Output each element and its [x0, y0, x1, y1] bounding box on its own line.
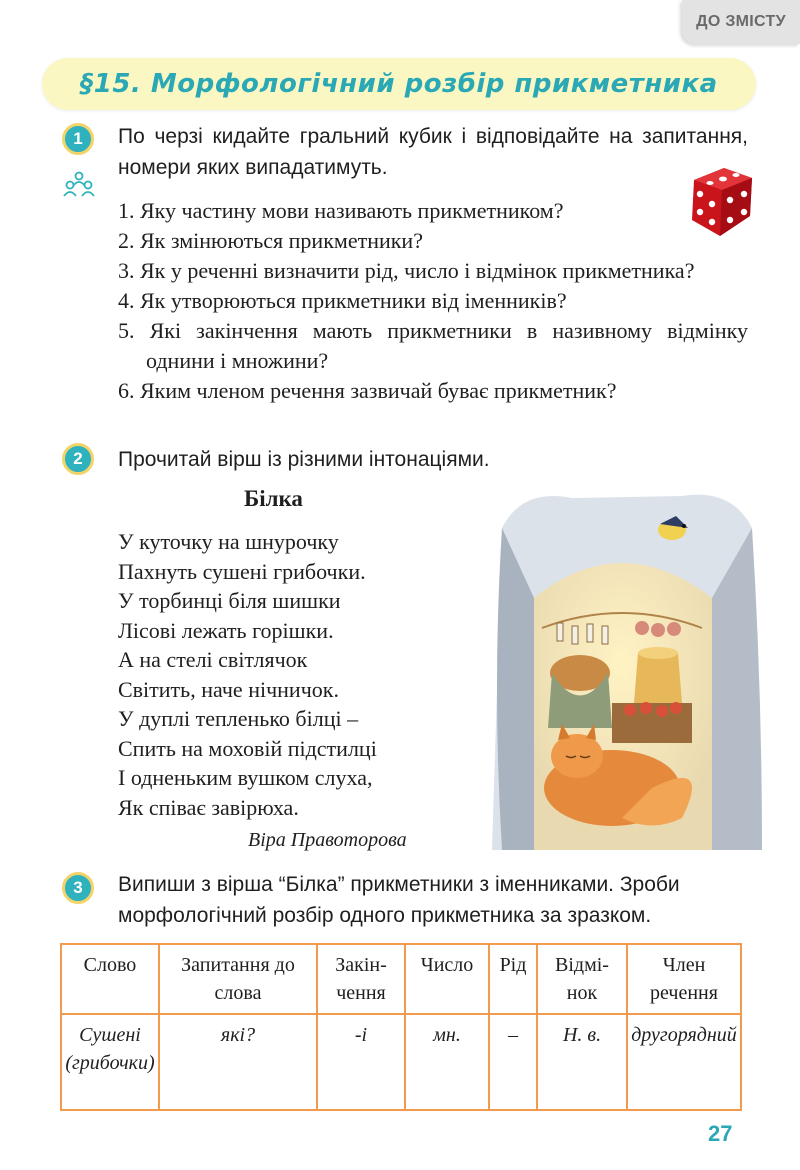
- poem-line: Як співає завірюха.: [118, 794, 299, 820]
- table-header-cell: Член речення: [627, 944, 741, 1014]
- task-2-text: Прочитай вірш із різними інтонаціями.: [118, 448, 490, 471]
- poem-line: І одненьким вушком слуха,: [118, 765, 373, 790]
- page-number: 27: [708, 1121, 733, 1146]
- task-1-badge: 1: [62, 123, 94, 155]
- table-header-cell: Закін-чення: [317, 944, 405, 1014]
- task-3-text: Випиши з вірша “Білка” прикметники з іменниками. Зроби морфологічний розбір одного прикметника за зразком.: [118, 873, 680, 927]
- table-header-row: [61, 944, 741, 1014]
- table-header-cell: Слово: [61, 944, 159, 1014]
- title-banner: [42, 58, 756, 110]
- question-item: 1. Яку частину мови називають прикметником?: [118, 198, 564, 223]
- poem-line: Лісові лежать горішки.: [118, 617, 334, 643]
- table-cell: другорядний: [627, 1014, 741, 1110]
- task-3-badge: 3: [62, 872, 94, 904]
- poem-author: Віра Правоторова: [248, 829, 407, 851]
- question-item: 2. Як змінюються прикметники?: [118, 228, 423, 253]
- poem: [118, 527, 377, 822]
- poem-line: У торбинці біля шишки: [118, 588, 341, 613]
- question-item: 4. Як утворюються прикметники від іменників?: [118, 288, 567, 313]
- question-list: [118, 196, 748, 406]
- table-header-cell: Запитання до слова: [159, 944, 317, 1014]
- table-header-cell: Число: [405, 944, 489, 1014]
- table-header-cell: Рід: [489, 944, 537, 1014]
- squirrel-illustration: [462, 488, 784, 850]
- group-work-icon: [62, 170, 96, 200]
- morph-table: [60, 943, 742, 1111]
- poem-title: Білка: [244, 486, 303, 511]
- task-1-text: По черзі кидайте гральний кубик і відповідайте на запитання, номери яких випадатимуть.: [118, 125, 748, 179]
- table-cell: які?: [159, 1014, 317, 1110]
- table-row: [61, 1014, 741, 1110]
- poem-line: У куточку на шнурочку: [118, 529, 339, 554]
- table-cell: Н. в.: [537, 1014, 627, 1110]
- poem-line: Пахнуть сушені грибочки.: [118, 558, 366, 584]
- table-cell: мн.: [405, 1014, 489, 1110]
- page-title: §15. Морфологічний розбір прикметника: [80, 69, 718, 99]
- table-cell: Сушені (грибочки): [61, 1014, 159, 1110]
- table-cell: -і: [317, 1014, 405, 1110]
- question-item: 5. Які закінчення мають прикметники в називному відмінку однини і множини?: [118, 318, 748, 373]
- poem-line: А на стелі світлячок: [118, 647, 308, 672]
- toc-button[interactable]: ДО ЗМІСТУ: [682, 0, 800, 44]
- table-cell: –: [489, 1014, 537, 1110]
- task-2-badge: 2: [62, 443, 94, 475]
- question-item: 6. Яким членом речення зазвичай буває прикметник?: [118, 378, 617, 403]
- poem-line: У дуплі тепленько білці –: [118, 706, 359, 731]
- poem-line: Світить, наче нічничок.: [118, 676, 339, 702]
- table-header-cell: Відмі-нок: [537, 944, 627, 1014]
- poem-line: Спить на моховій підстилці: [118, 735, 377, 761]
- question-item: 3. Як у реченні визначити рід, число і відмінок прикметника?: [118, 258, 695, 283]
